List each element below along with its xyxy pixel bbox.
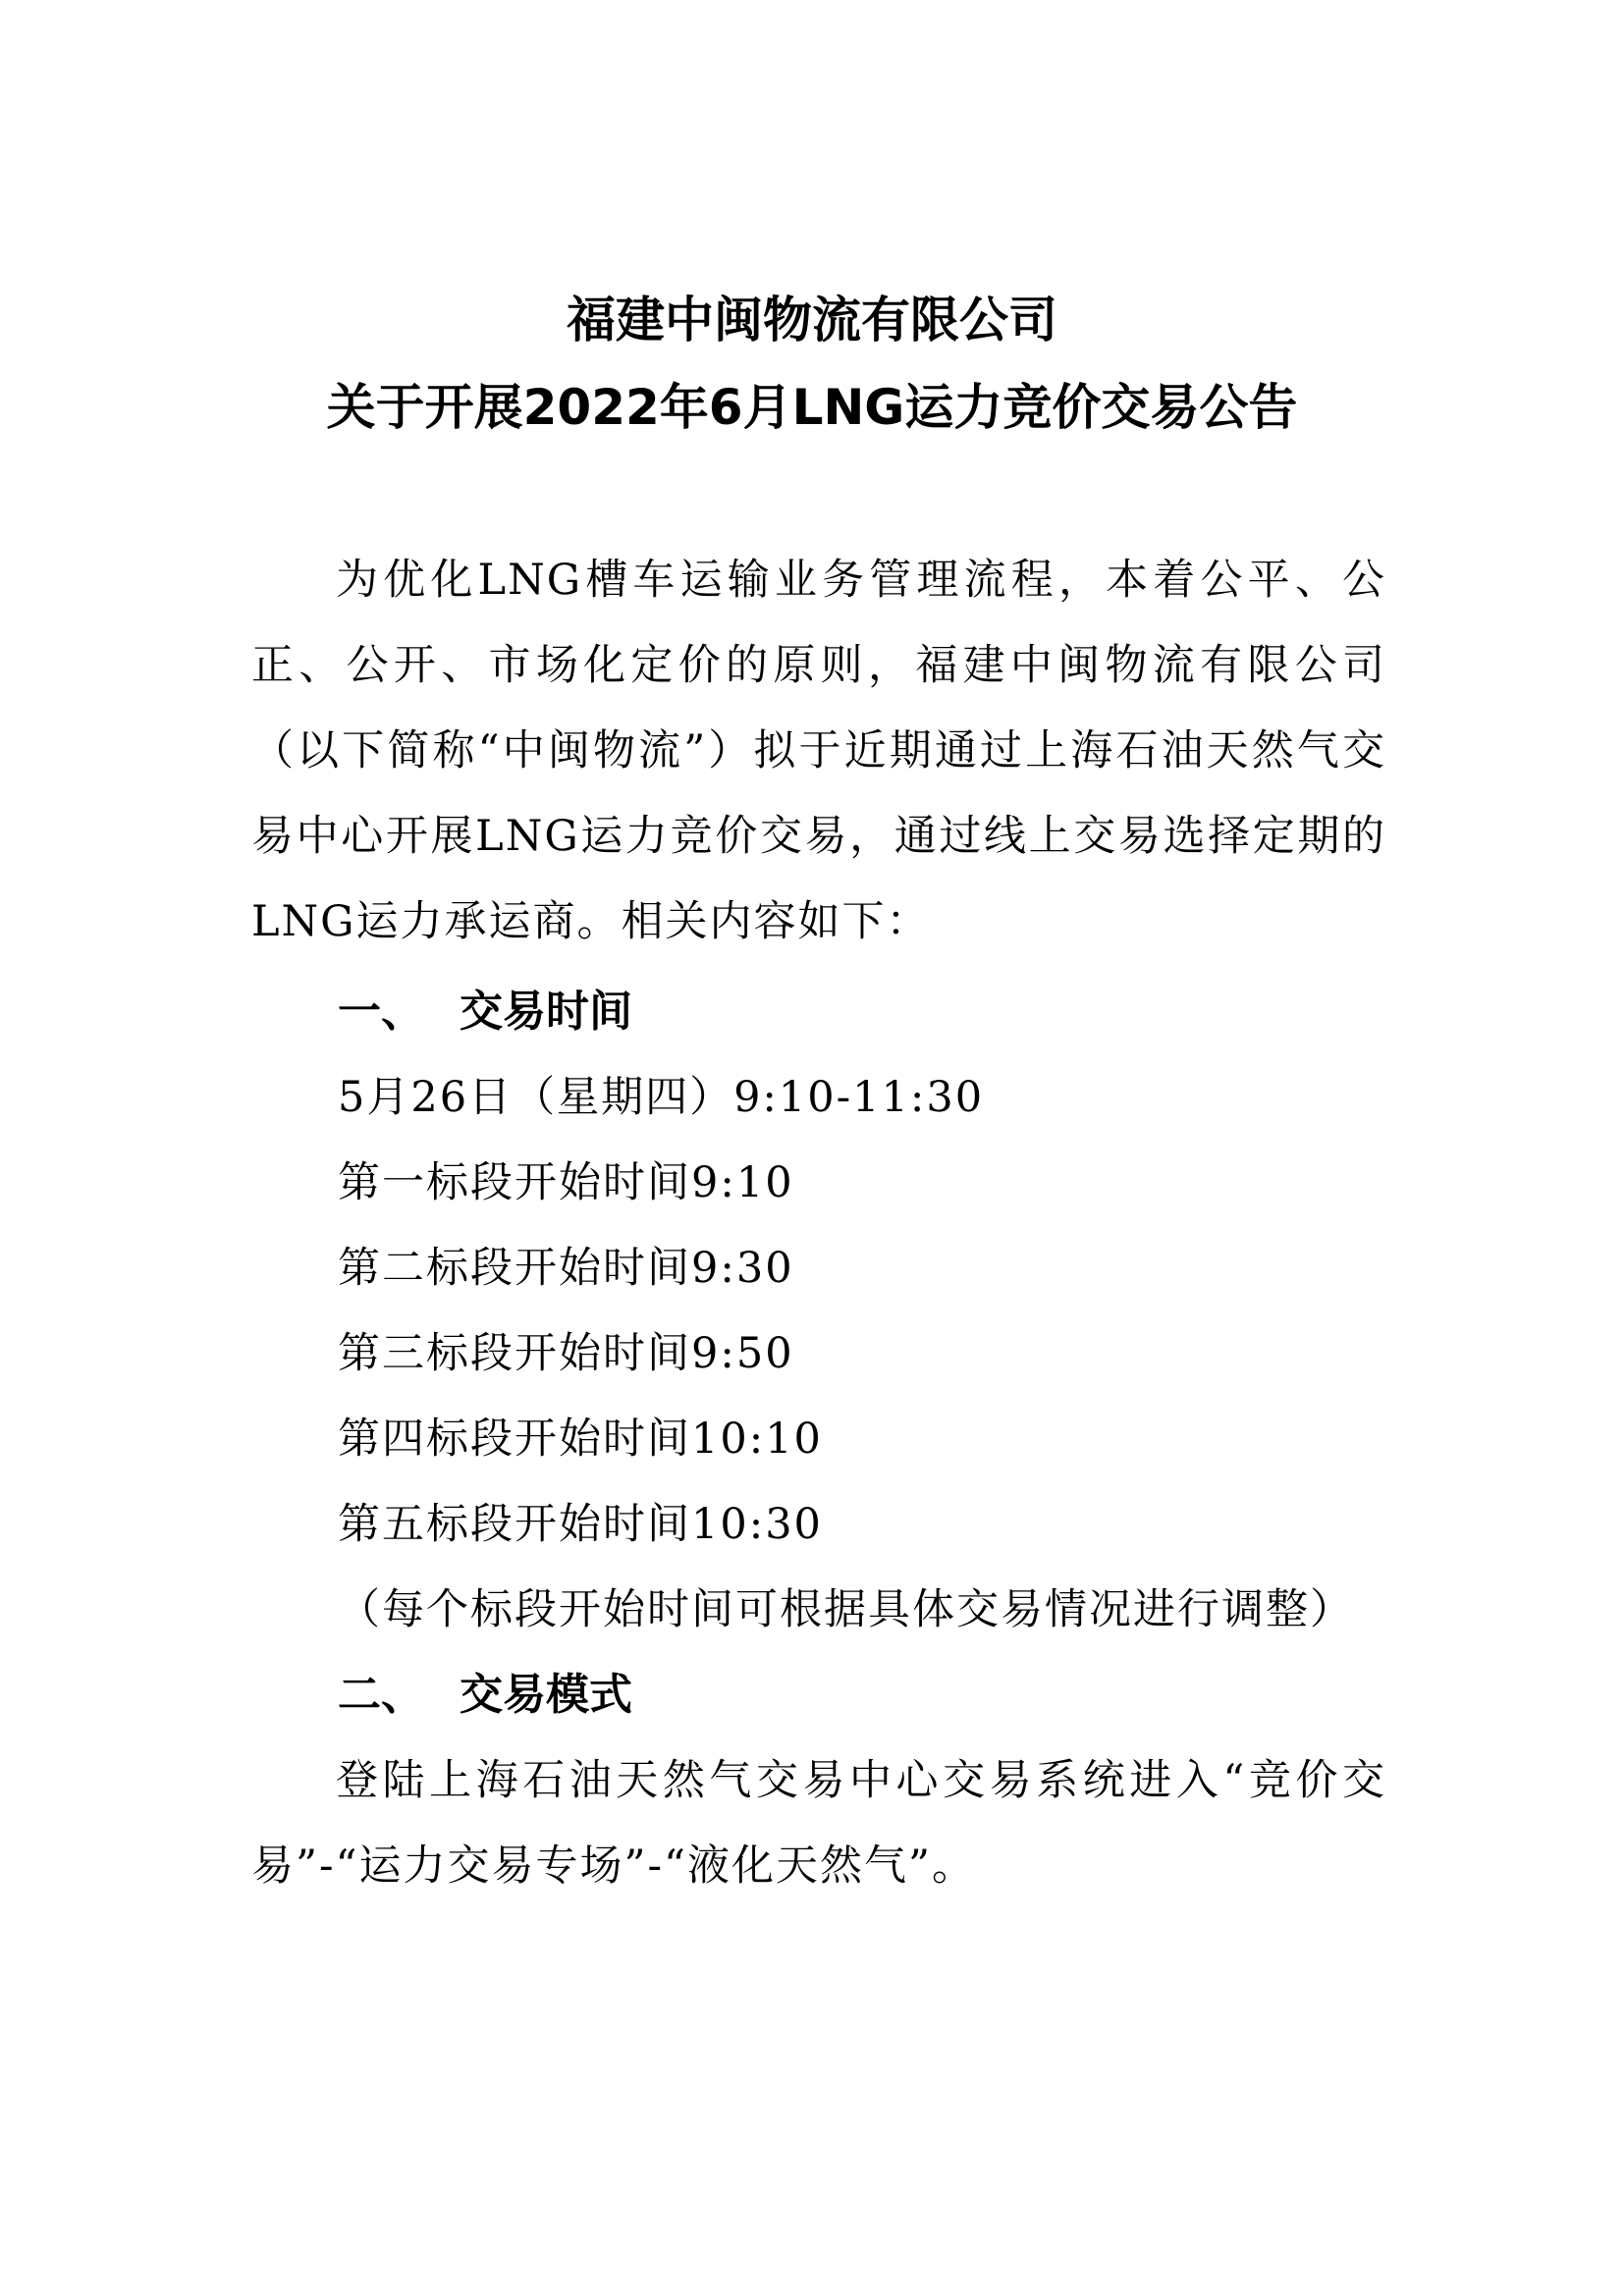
section1-title: 交易时间 (460, 987, 632, 1037)
section2-title: 交易模式 (460, 1670, 632, 1720)
document-title-announcement: 关于开展2022年6月LNG运力竞价交易公告 (326, 379, 1298, 436)
lot2-start-line: 第二标段开始时间9:30 (338, 1244, 794, 1293)
intro-paragraph: 为优化LNG槽车运输业务管理流程，本着公平、公正、公开、市场化定价的原则，福建中闽物流有限公司（以下简称“中闽物流”）拟于近期通过上海石油天然气交易中心开展LNG运力竞价交易，通过线上交易选择定期的LNG运力承运商。相关内容如下： (251, 556, 1386, 946)
intro-paragraph-block (251, 538, 1386, 965)
section2-number: 二、 (338, 1670, 424, 1720)
section1-number: 一、 (338, 987, 424, 1037)
schedule-adjust-note: （每个标段开始时间可根据具体交易情况进行调整） (338, 1585, 1354, 1634)
trade-date-line: 5月26日（星期四）9:10-11:30 (338, 1073, 985, 1122)
document-title-company: 福建中闽物流有限公司 (567, 292, 1057, 348)
lot4-start-line: 第四标段开始时间10:10 (338, 1415, 823, 1464)
section2-heading (338, 1666, 632, 1725)
section2-paragraph: 登陆上海石油天然气交易中心交易系统进入“竞价交易”-“运力交易专场”-“液化天然气”。 (251, 1756, 1386, 1891)
lot3-start-line: 第三标段开始时间9:50 (338, 1329, 794, 1378)
lot1-start-line: 第一标段开始时间9:10 (338, 1158, 794, 1207)
lot5-start-line: 第五标段开始时间10:30 (338, 1500, 823, 1549)
section1-heading (338, 983, 632, 1041)
section2-paragraph-block (251, 1738, 1386, 1909)
